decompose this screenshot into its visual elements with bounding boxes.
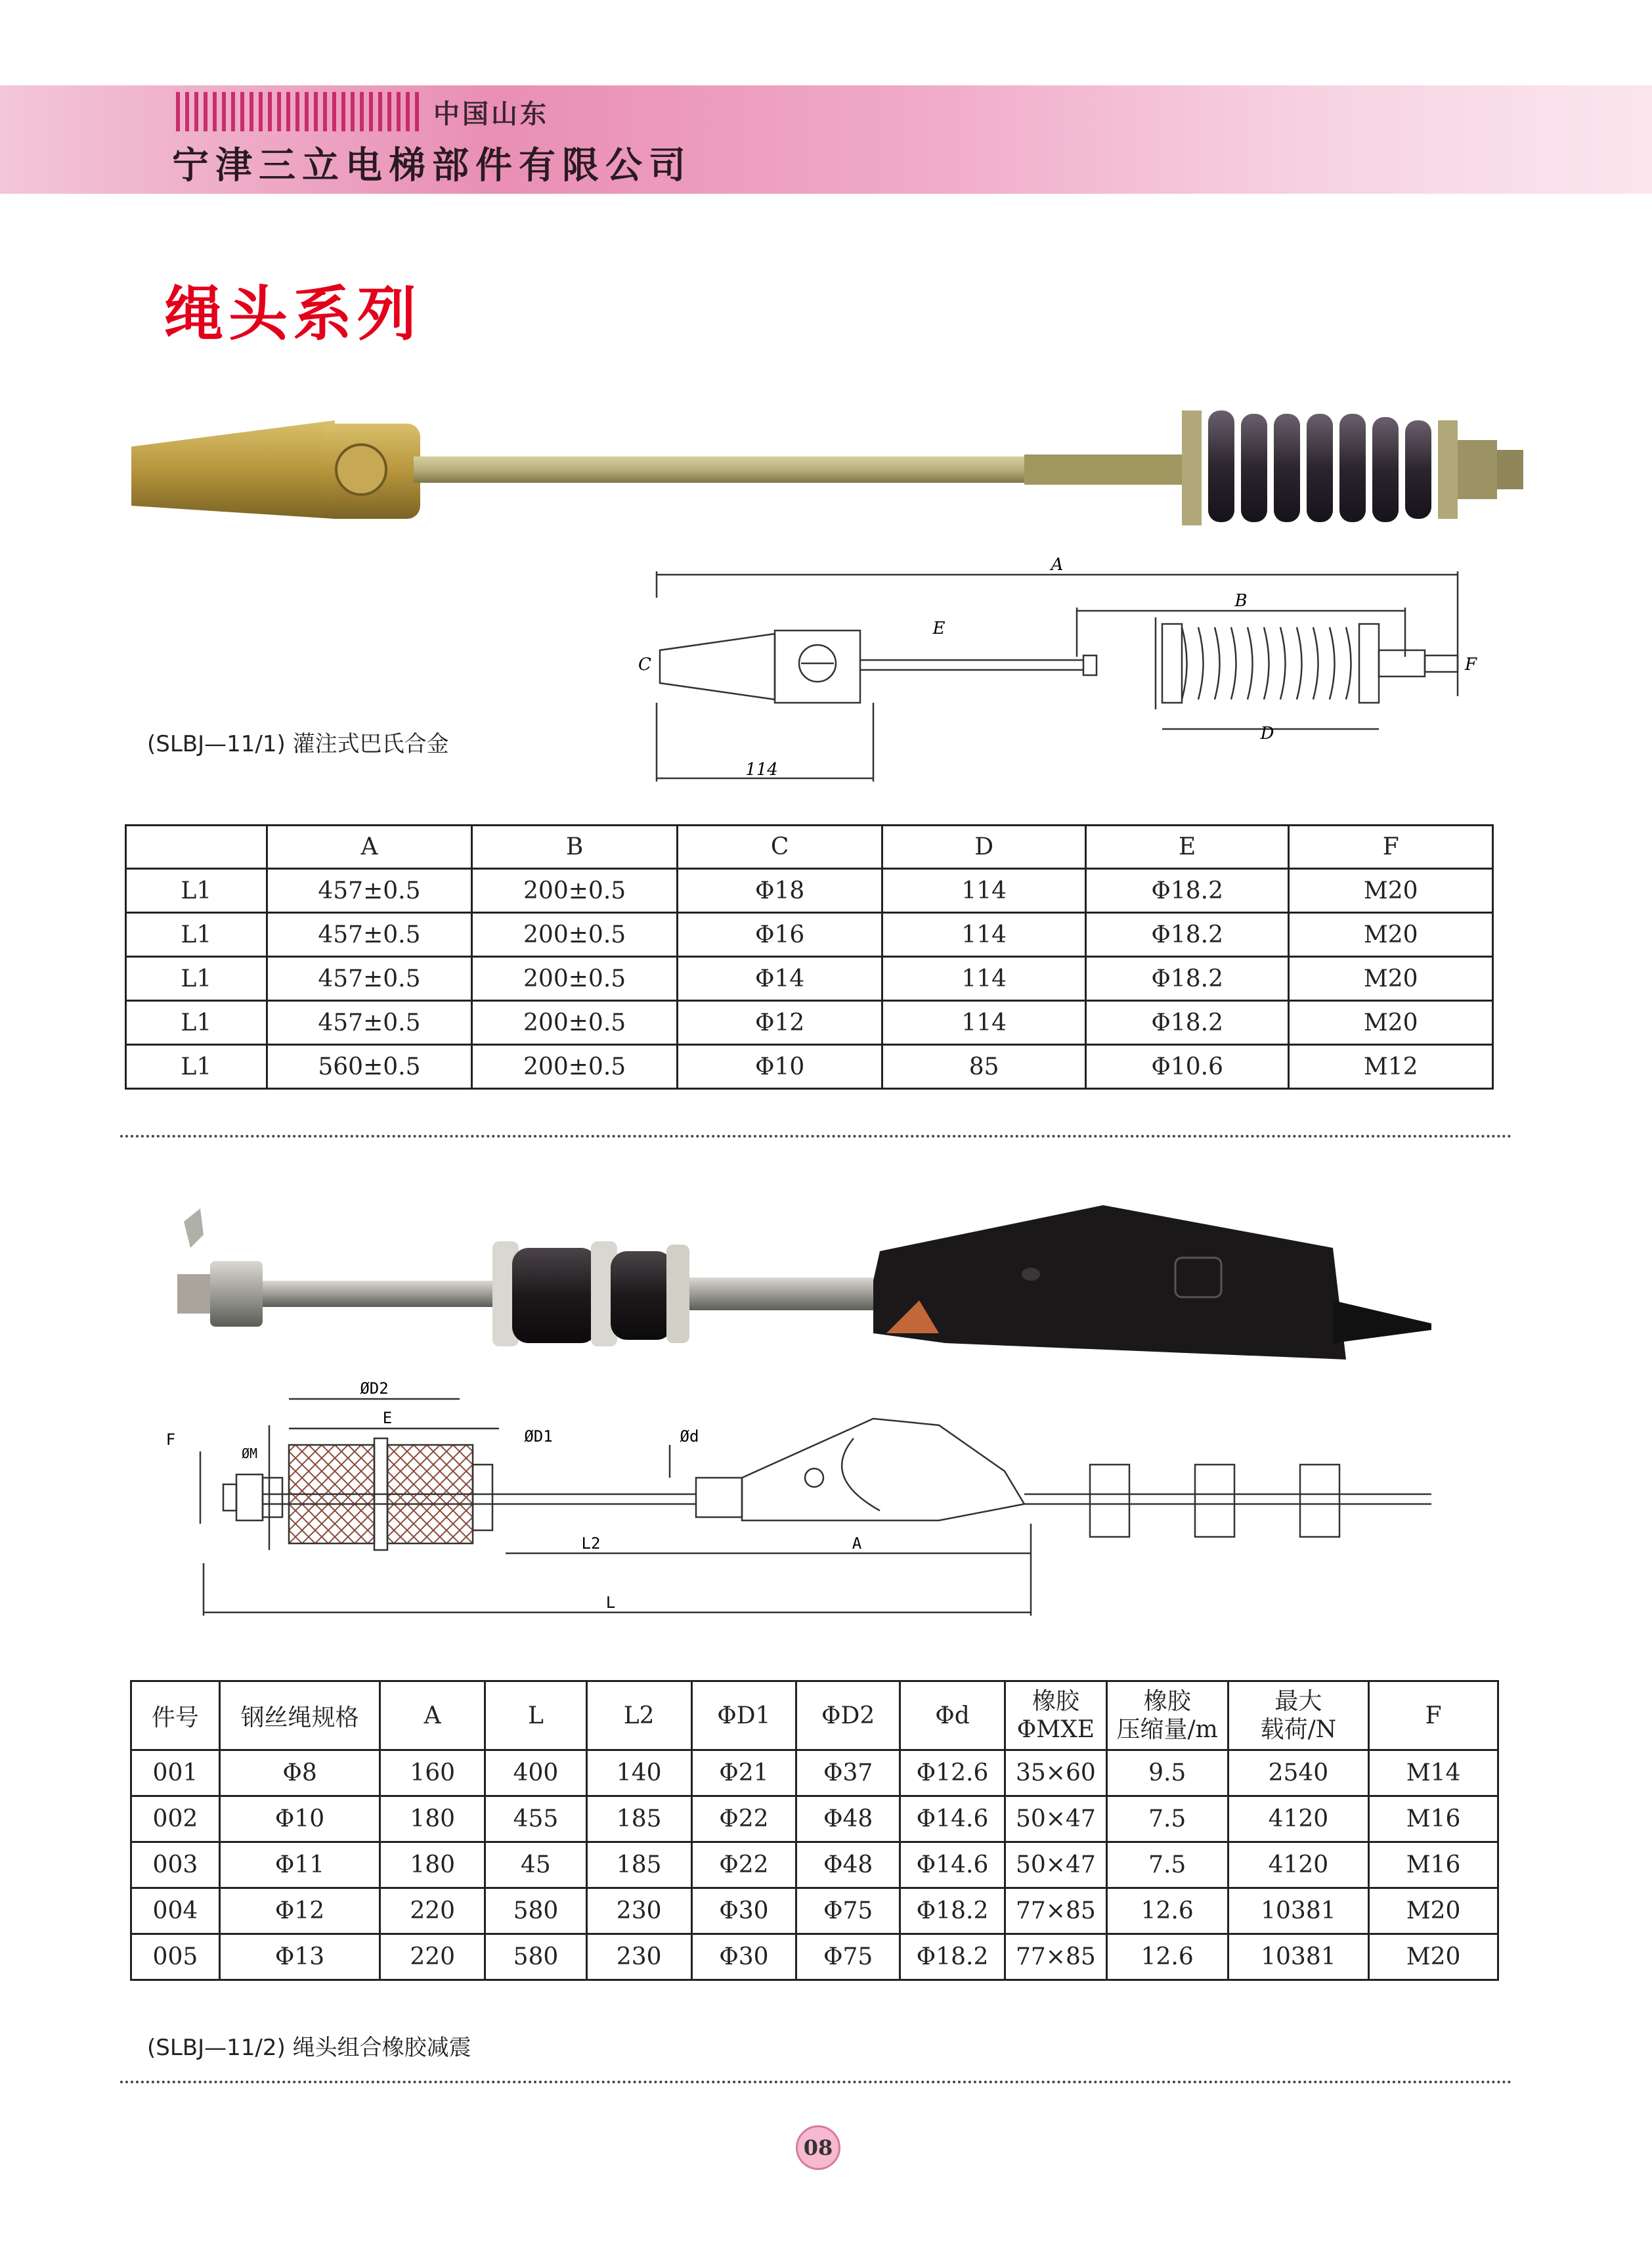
table-cell: 50×47: [1005, 1842, 1106, 1888]
table-cell: 580: [485, 1888, 587, 1934]
table-cell: Φ18: [677, 869, 882, 913]
table-cell: 10381: [1228, 1888, 1369, 1934]
table-cell: 7.5: [1106, 1842, 1228, 1888]
product1-photo: [125, 394, 1523, 565]
table-cell: 140: [586, 1750, 691, 1796]
table-cell: 35×60: [1005, 1750, 1106, 1796]
table2-header: F: [1369, 1681, 1498, 1750]
table-row: [131, 1934, 1498, 1980]
table-cell: Φ18.2: [1085, 1001, 1289, 1045]
table-cell: 45: [485, 1842, 587, 1888]
table-cell: 001: [131, 1750, 220, 1796]
dim-b-label: B: [1234, 591, 1248, 611]
dim-e-label: E: [932, 619, 946, 638]
table-cell: 580: [485, 1934, 587, 1980]
table-row: [131, 1888, 1498, 1934]
table-cell: Φ14: [677, 957, 882, 1001]
table-cell: 77×85: [1005, 1888, 1106, 1934]
table-cell: 200±0.5: [472, 1045, 678, 1089]
table-cell: 230: [586, 1934, 691, 1980]
table1-header: F: [1289, 826, 1493, 869]
dim-od2-label: ØD2: [360, 1379, 389, 1398]
table-cell: 220: [380, 1934, 485, 1980]
table-cell: 200±0.5: [472, 869, 678, 913]
table-cell: 12.6: [1106, 1934, 1228, 1980]
table-cell: Φ18.2: [1085, 957, 1289, 1001]
table-cell: 114: [882, 913, 1085, 957]
table-cell: 220: [380, 1888, 485, 1934]
table1-header: C: [677, 826, 882, 869]
table2-header: 钢丝绳规格: [219, 1681, 380, 1750]
table-cell: 85: [882, 1045, 1085, 1089]
table-cell: 002: [131, 1796, 220, 1842]
table-cell: Φ48: [796, 1796, 900, 1842]
table-cell: Φ14.6: [900, 1796, 1005, 1842]
product2-spec-table: [130, 1680, 1499, 1981]
page-number: 08: [796, 2125, 840, 2170]
table-cell: 560±0.5: [267, 1045, 472, 1089]
dim-od1-label: ØD1: [524, 1427, 553, 1446]
table-cell: 4120: [1228, 1842, 1369, 1888]
table-cell: Φ75: [796, 1888, 900, 1934]
table-cell: Φ12.6: [900, 1750, 1005, 1796]
table-cell: 114: [882, 957, 1085, 1001]
table2-header: L: [485, 1681, 587, 1750]
table1-header: B: [472, 826, 678, 869]
table-cell: Φ10: [219, 1796, 380, 1842]
table-cell: M20: [1289, 957, 1493, 1001]
dim-l2-label: L2: [581, 1534, 601, 1553]
table-row: [126, 1001, 1493, 1045]
table-cell: Φ11: [219, 1842, 380, 1888]
table2-header: L2: [586, 1681, 691, 1750]
table-row: [126, 957, 1493, 1001]
table-cell: 114: [882, 869, 1085, 913]
table-cell: Φ48: [796, 1842, 900, 1888]
table-cell: L1: [126, 1045, 267, 1089]
table-cell: 400: [485, 1750, 587, 1796]
table-cell: Φ30: [691, 1934, 796, 1980]
table-cell: Φ18.2: [1085, 869, 1289, 913]
product2-caption: (SLBJ—11/2) 绳头组合橡胶减震: [147, 2035, 471, 2061]
table-cell: 457±0.5: [267, 869, 472, 913]
table-cell: Φ21: [691, 1750, 796, 1796]
dim-114-label: 114: [745, 760, 778, 780]
header-stripes: [176, 92, 422, 131]
table-row: [131, 1750, 1498, 1796]
table-cell: 180: [380, 1796, 485, 1842]
table-cell: M20: [1369, 1888, 1498, 1934]
table-cell: 003: [131, 1842, 220, 1888]
dim-e2-label: E: [382, 1409, 393, 1427]
table-cell: M14: [1369, 1750, 1498, 1796]
table-cell: 230: [586, 1888, 691, 1934]
table-cell: Φ30: [691, 1888, 796, 1934]
table-cell: 200±0.5: [472, 1001, 678, 1045]
table-cell: Φ8: [219, 1750, 380, 1796]
table1-header-row: [126, 826, 1493, 869]
product1-drawing: [584, 555, 1477, 788]
company-name: 宁津三立电梯部件有限公司: [172, 144, 692, 187]
spring-coils: [1208, 410, 1431, 522]
table-cell: 457±0.5: [267, 913, 472, 957]
table-cell: M20: [1289, 913, 1493, 957]
table-cell: Φ37: [796, 1750, 900, 1796]
dim-c-label: C: [638, 655, 651, 675]
table-cell: L1: [126, 957, 267, 1001]
table-cell: 114: [882, 1001, 1085, 1045]
table-cell: 12.6: [1106, 1888, 1228, 1934]
table-row: [131, 1842, 1498, 1888]
table2-header: ΦD2: [796, 1681, 900, 1750]
table2-header: 橡胶 压缩量/m: [1106, 1681, 1228, 1750]
product2-drawing: [151, 1379, 1464, 1629]
dim-f-label: F: [1464, 655, 1477, 675]
table-row: [126, 869, 1493, 913]
table-cell: Φ12: [219, 1888, 380, 1934]
table-cell: L1: [126, 913, 267, 957]
table1-header: E: [1085, 826, 1289, 869]
table-row: [126, 1045, 1493, 1089]
table2-header-row: [131, 1681, 1498, 1750]
table2-header: A: [380, 1681, 485, 1750]
table-cell: M20: [1289, 869, 1493, 913]
dim-od-label: Ød: [680, 1427, 699, 1446]
table-cell: M20: [1289, 1001, 1493, 1045]
table-cell: 004: [131, 1888, 220, 1934]
table-cell: 185: [586, 1842, 691, 1888]
table-cell: 005: [131, 1934, 220, 1980]
dim-f2-label: F: [165, 1430, 176, 1449]
table-cell: Φ18.2: [900, 1888, 1005, 1934]
table2-header: 橡胶 ΦMXE: [1005, 1681, 1106, 1750]
table1-header: [126, 826, 267, 869]
table-cell: L1: [126, 869, 267, 913]
dim-l-label: L: [605, 1593, 616, 1612]
table-cell: 160: [380, 1750, 485, 1796]
table-cell: 185: [586, 1796, 691, 1842]
table2-header: 最大 载荷/N: [1228, 1681, 1369, 1750]
table-cell: Φ12: [677, 1001, 882, 1045]
table2-header: 件号: [131, 1681, 220, 1750]
table-cell: 200±0.5: [472, 957, 678, 1001]
table-cell: 200±0.5: [472, 913, 678, 957]
table2-header: ΦD1: [691, 1681, 796, 1750]
table-cell: 50×47: [1005, 1796, 1106, 1842]
table-cell: Φ18.2: [900, 1934, 1005, 1980]
table-cell: M16: [1369, 1842, 1498, 1888]
product1-spec-table: [125, 824, 1494, 1090]
header-region: 中国山东: [433, 99, 549, 129]
table-cell: Φ14.6: [900, 1842, 1005, 1888]
table-cell: Φ22: [691, 1796, 796, 1842]
table-cell: Φ16: [677, 913, 882, 957]
table-cell: M16: [1369, 1796, 1498, 1842]
table-cell: Φ18.2: [1085, 913, 1289, 957]
section-title: 绳头系列: [164, 279, 422, 349]
product2-photo: [151, 1195, 1451, 1379]
table-cell: Φ75: [796, 1934, 900, 1980]
section-divider: [120, 1135, 1512, 1138]
dim-a-label: A: [1051, 555, 1064, 575]
table-row: [126, 913, 1493, 957]
table-cell: Φ10.6: [1085, 1045, 1289, 1089]
table-row: [131, 1796, 1498, 1842]
table2-header: Φd: [900, 1681, 1005, 1750]
table-cell: 2540: [1228, 1750, 1369, 1796]
table-cell: 457±0.5: [267, 1001, 472, 1045]
table-cell: M20: [1369, 1934, 1498, 1980]
table-cell: Φ10: [677, 1045, 882, 1089]
table-cell: 4120: [1228, 1796, 1369, 1842]
table-cell: M12: [1289, 1045, 1493, 1089]
section-divider: [120, 2081, 1512, 2083]
table-cell: 9.5: [1106, 1750, 1228, 1796]
table-cell: 455: [485, 1796, 587, 1842]
table-cell: Φ13: [219, 1934, 380, 1980]
table-cell: 10381: [1228, 1934, 1369, 1980]
table-cell: 180: [380, 1842, 485, 1888]
dim-d-label: D: [1260, 724, 1274, 743]
table1-header: A: [267, 826, 472, 869]
table-cell: L1: [126, 1001, 267, 1045]
dim-a2-label: A: [852, 1534, 862, 1553]
dim-om-label: ØM: [241, 1446, 258, 1461]
product1-caption: (SLBJ—11/1) 灌注式巴氏合金: [147, 731, 449, 757]
table1-header: D: [882, 826, 1085, 869]
table-cell: 7.5: [1106, 1796, 1228, 1842]
table-cell: Φ22: [691, 1842, 796, 1888]
table-cell: 457±0.5: [267, 957, 472, 1001]
table-cell: 77×85: [1005, 1934, 1106, 1980]
